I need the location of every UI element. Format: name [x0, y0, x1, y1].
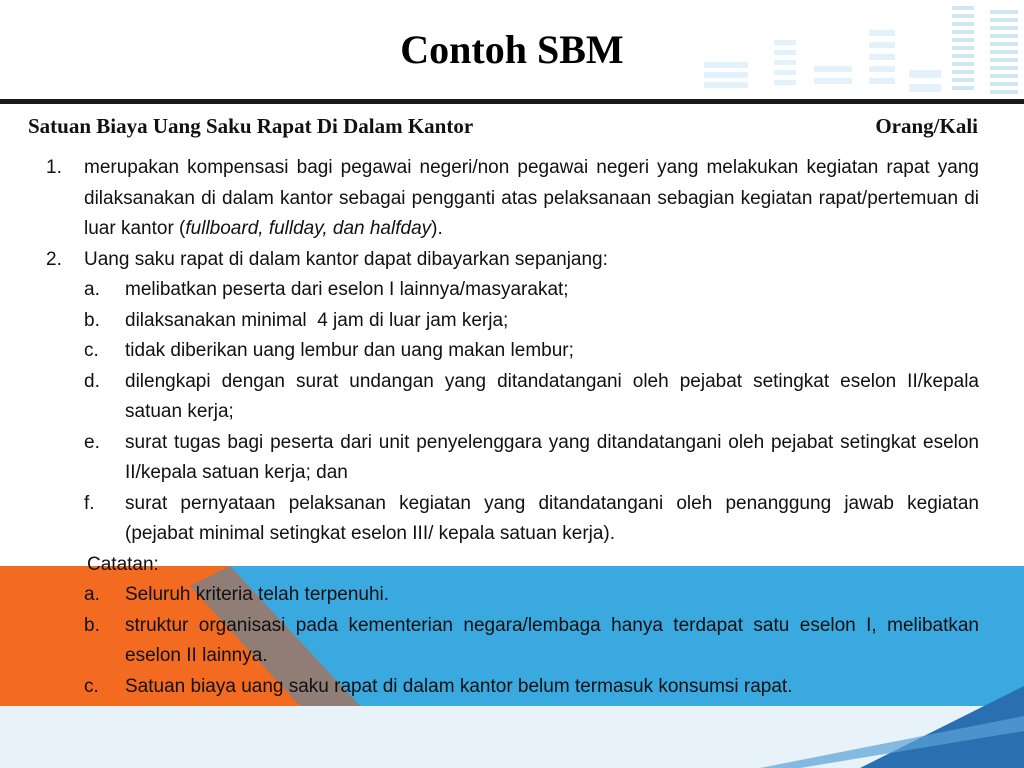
- list-marker: e.: [84, 431, 100, 453]
- item-1-italic-text: fullboard, fullday, dan halfday: [185, 218, 432, 239]
- item-1-text-end: ).: [431, 218, 443, 239]
- item-2-text: Uang saku rapat di dalam kantor dapat dibayarkan sepanjang:: [84, 248, 608, 270]
- slide-title: Contoh SBM: [400, 27, 624, 72]
- note-text: Seluruh kriteria telah terpenuhi.: [125, 584, 390, 605]
- condition-text: surat pernyataan pelaksanan kegiatan yang ditandatangani oleh penanggung jawab kegiatan (pejabat minimal setingkat eselon III/ kepala satuan kerja).: [125, 492, 979, 544]
- condition-item: [40, 367, 979, 428]
- note-text: struktur organisasi pada kementerian negara/lembaga hanya terdapat satu eselon I, melibatkan eselon II lainnya.: [125, 614, 979, 666]
- condition-text: dilengkapi dengan surat undangan yang ditandatangani oleh pejabat setingkat eselon II/kepala satuan kerja;: [125, 370, 979, 422]
- list-marker: f.: [84, 492, 95, 514]
- condition-item: [40, 275, 979, 306]
- list-marker: 2.: [46, 248, 62, 270]
- list-marker: c.: [84, 340, 99, 361]
- note-text: Satuan biaya uang saku rapat di dalam kantor belum termasuk konsumsi rapat.: [125, 675, 793, 697]
- list-marker: c.: [84, 675, 99, 697]
- notes-label: Catatan:: [87, 553, 159, 575]
- list-item-2: [40, 245, 979, 276]
- subtitle-row: [28, 113, 978, 139]
- title-underline: [0, 99, 1024, 104]
- list-marker: a.: [84, 279, 100, 300]
- item-1-text: merupakan kompensasi bagi pegawai negeri/non pegawai negeri yang melakukan kegiatan rapat yang dilaksanakan di dalam kantor sebagai pengganti atas pelaksanaan sebagian kegiatan rapat/pertemuan di luar kantor (: [84, 157, 979, 239]
- list-marker: 1.: [46, 157, 62, 178]
- condition-text: dilaksanakan minimal 4 jam di luar jam kerja;: [125, 309, 509, 331]
- condition-item: [40, 489, 979, 550]
- note-item: [40, 580, 979, 611]
- condition-item: [40, 306, 979, 337]
- list-marker: b.: [84, 614, 100, 636]
- condition-item: [40, 336, 979, 367]
- condition-item: [40, 428, 979, 489]
- content-body: [40, 153, 979, 702]
- list-marker: a.: [84, 584, 100, 605]
- subtitle-unit: Orang/Kali: [875, 114, 978, 138]
- note-item: [40, 611, 979, 672]
- condition-text: tidak diberikan uang lembur dan uang makan lembur;: [125, 340, 574, 361]
- list-marker: b.: [84, 309, 100, 331]
- condition-text: surat tugas bagi peserta dari unit penyelenggara yang ditandatangani oleh pejabat setingkat eselon II/kepala satuan kerja; dan: [125, 431, 979, 483]
- note-item: [40, 672, 979, 703]
- list-item-1: [40, 153, 979, 245]
- subtitle-left: Satuan Biaya Uang Saku Rapat Di Dalam Kantor: [28, 114, 474, 138]
- condition-text: melibatkan peserta dari eselon I lainnya/masyarakat;: [125, 279, 569, 300]
- list-marker: d.: [84, 370, 100, 392]
